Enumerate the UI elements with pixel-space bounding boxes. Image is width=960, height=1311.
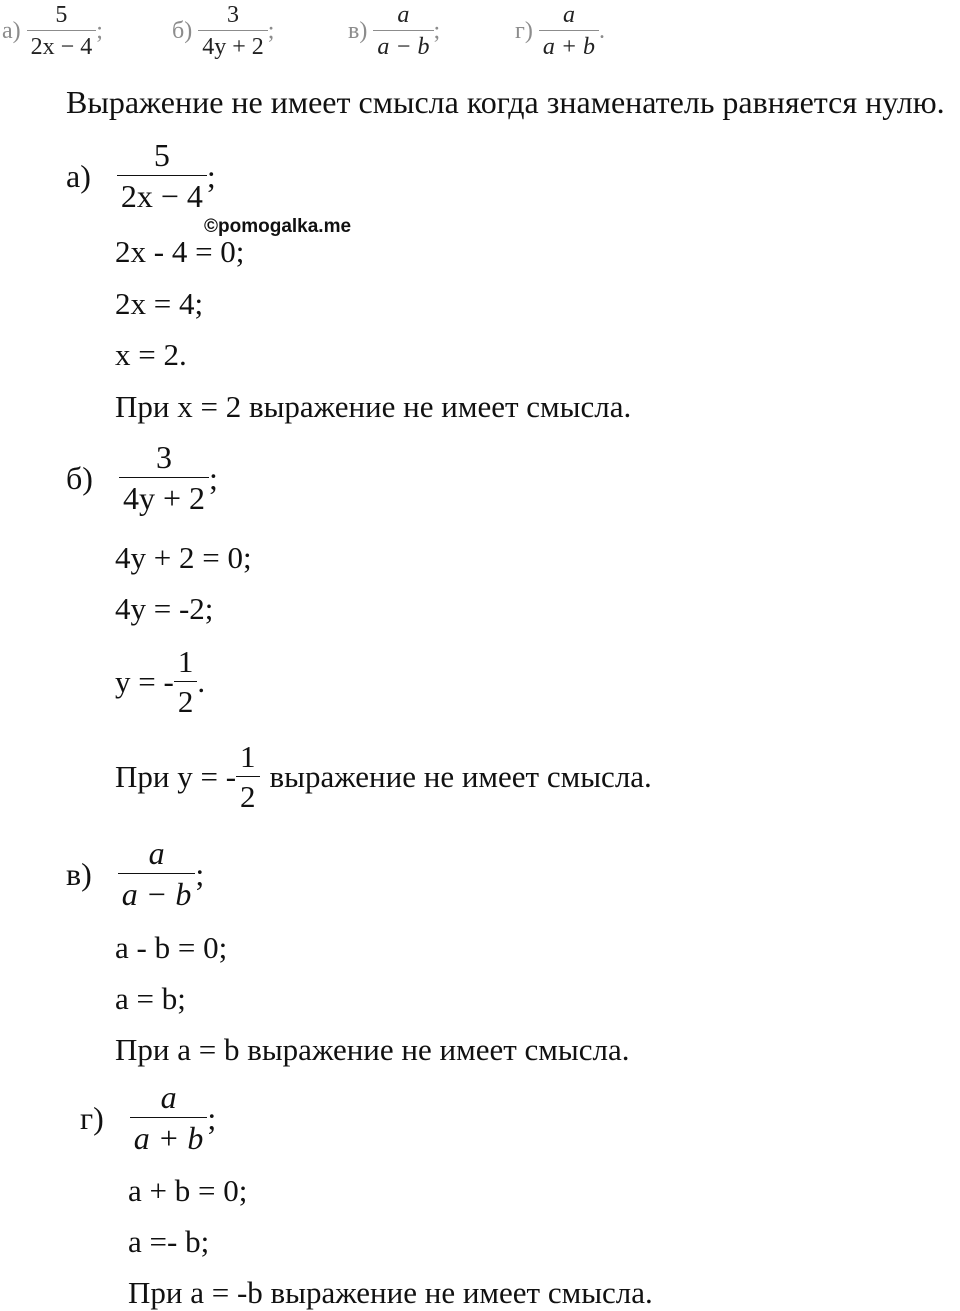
part-b-conclusion-numerator: 1 [240,739,256,774]
fraction-bar [539,30,599,31]
fraction-bar [130,1117,208,1118]
fraction-bar [118,873,196,874]
part-d-numerator: a [160,1079,177,1115]
part-b-conclusion-denominator: 2 [240,779,256,815]
part-b-label: б) [66,459,93,496]
header-item-b [172,2,274,61]
part-b-step-3-denominator: 2 [177,684,194,720]
header-denominator-a: 2x − 4 [30,34,93,61]
part-d-denominator: a + b [133,1120,204,1157]
part-c-step-2: a = b; [115,981,186,1016]
header-fraction-a [27,2,97,61]
part-d-step-1: a + b = 0; [128,1173,248,1208]
header-fraction-d [539,2,599,61]
part-c-end: ; [195,855,205,892]
header-label-c: в) [348,17,368,44]
header-denominator-b: 4y + 2 [202,34,264,61]
part-c-fraction [118,836,196,912]
header-numerator-d: a [562,2,575,28]
header-item-d [515,2,605,61]
part-b-step-3-fraction [174,645,198,719]
part-d-expression [80,1080,216,1156]
part-d-conclusion: При a = -b выражение не имеет смысла. [128,1275,653,1310]
header-end-d: . [599,17,606,44]
header-fraction-c [373,2,433,61]
part-b-step-3-lhs: y = - [115,664,174,700]
header-item-a [2,2,103,61]
part-d-fraction [130,1080,208,1156]
part-b-conclusion-pre: При y = - [115,759,237,795]
header-label-b: б) [172,17,193,44]
part-c-step-1: a - b = 0; [115,930,228,965]
fraction-bar [198,30,268,31]
part-a-step-2: 2x = 4; [115,286,204,321]
header-label-d: г) [515,17,533,44]
part-c-numerator: a [148,835,165,871]
header-denominator-c: a − b [377,34,430,61]
header-numerator-b: 3 [226,2,239,28]
part-d-label: г) [80,1099,104,1136]
part-d-end: ; [207,1099,217,1136]
part-b-step-2: 4y = -2; [115,591,214,626]
part-c-denominator: a − b [121,876,192,913]
part-b-step-3-numerator: 1 [177,644,194,679]
part-b-expression [66,440,218,516]
header-fraction-b [198,2,268,61]
part-b-step-1: 4y + 2 = 0; [115,540,252,575]
watermark: ©pomogalka.me [204,216,352,237]
part-a-step-3: x = 2. [115,337,187,372]
fraction-bar [373,30,433,31]
fraction-bar [174,681,198,682]
part-b-conclusion-fraction [236,740,260,814]
part-d-step-2: a =- b; [128,1224,210,1259]
fraction-bar [236,776,260,777]
intro-text: Выражение не имеет смысла когда знаменатель равняется нулю. [66,84,945,120]
fraction-bar [27,30,97,31]
header-numerator-c: a [397,2,410,28]
header-item-c [348,2,440,61]
header-end-a: ; [96,17,103,44]
header-end-c: ; [433,17,441,44]
part-a-numerator: 5 [153,137,170,173]
part-a-label: а) [66,157,91,194]
part-a-expression [66,138,216,214]
part-b-conclusion-post: выражение не имеет смысла. [269,759,652,795]
header-label-a: а) [2,17,21,44]
part-b-end: ; [208,459,218,496]
part-b-step-3 [115,645,205,719]
fraction-bar [117,175,207,176]
part-b-fraction [119,440,209,516]
part-a-step-1: 2x - 4 = 0; [115,234,245,269]
part-b-conclusion [115,740,652,814]
part-b-numerator: 3 [155,439,172,475]
part-c-expression [66,836,204,912]
part-a-fraction [117,138,207,214]
part-c-label: в) [66,855,92,892]
fraction-bar [119,477,209,478]
part-a-conclusion: При x = 2 выражение не имеет смысла. [115,389,632,424]
part-c-conclusion: При a = b выражение не имеет смысла. [115,1032,630,1067]
part-a-end: ; [206,157,216,194]
part-a-denominator: 2x − 4 [120,178,203,215]
header-end-b: ; [267,17,275,44]
part-b-step-3-end: . [197,664,206,700]
header-numerator-a: 5 [55,2,68,28]
header-denominator-d: a + b [542,34,596,61]
part-b-denominator: 4y + 2 [122,480,205,517]
